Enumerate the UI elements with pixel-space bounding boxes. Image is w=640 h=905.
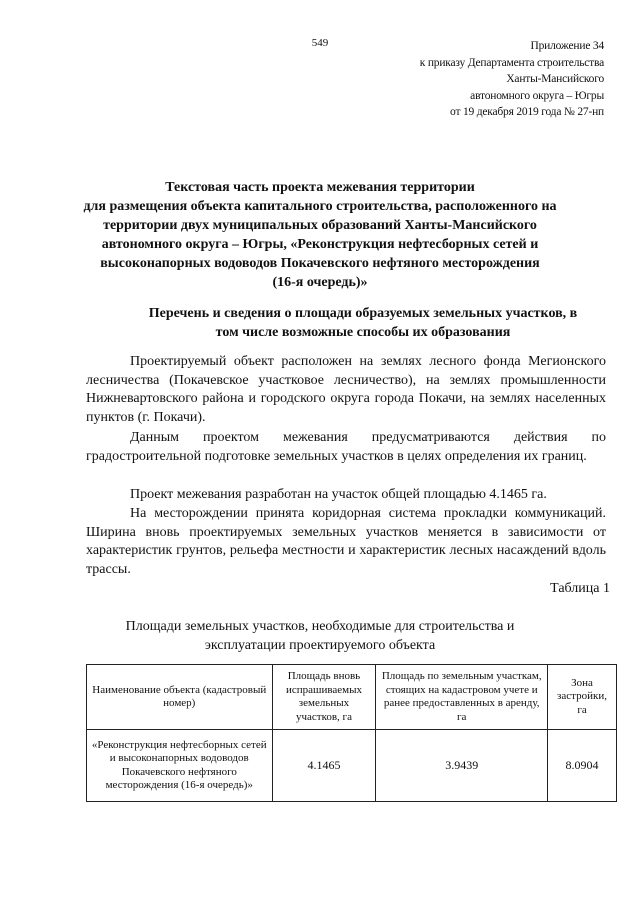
title-line: для размещения объекта капитального строительства, расположенного на	[83, 199, 557, 214]
header-building-zone: Зона застройки, га	[548, 665, 617, 730]
table-row	[87, 730, 617, 802]
appendix-line: автономного округа – Югры	[470, 89, 604, 102]
cell-new-area: 4.1465	[272, 730, 376, 802]
title-line: (16-я очередь)»	[272, 275, 368, 290]
appendix-header	[344, 38, 604, 121]
title-line: автономного округа – Югры, «Реконструкция нефтесборных сетей и	[101, 237, 539, 252]
paragraph-corridor: На месторождении принята коридорная система прокладки коммуникаций. Ширина вновь проектируемых земельных участков меняется в зависимости от характеристик грунтов, рельефа местности и характеристик лесных насаждений вдоль трассы.	[86, 506, 606, 578]
cell-object-name: «Реконструкция нефтесборных сетей и высоконапорных водоводов Покачевского нефтяного месторождения (16-я очередь)»	[87, 730, 273, 802]
subtitle-line: Перечень и сведения о площади образуемых земельных участков, в	[148, 306, 578, 321]
paragraph-actions: Данным проектом межевания предусматриваются действия по градостроительной подготовке земельных участков в целях определения их границ.	[86, 430, 606, 464]
page-number: 549	[311, 37, 329, 49]
header-object-name: Наименование объекта (кадастровый номер)	[87, 665, 273, 730]
appendix-line: Ханты-Мансийского	[506, 73, 604, 85]
caption-line: Площади земельных участков, необходимые для строительства и	[125, 619, 515, 634]
table-header-row	[87, 665, 617, 730]
header-new-area: Площадь вновь испрашиваемых земельных участков, га	[272, 665, 376, 730]
paragraph-area: Проект межевания разработан на участок общей площадью 4.1465 га.	[130, 487, 547, 502]
land-area-table	[86, 664, 617, 802]
caption-line: эксплуатации проектируемого объекта	[204, 637, 436, 653]
cell-building-zone: 8.0904	[548, 730, 617, 802]
subtitle-line: том числе возможные способы их образования	[215, 325, 511, 340]
table-label: Таблица 1	[550, 581, 610, 596]
document-title	[80, 178, 560, 292]
cell-registered-area: 3.9439	[376, 730, 548, 802]
title-line: Текстовая часть проекта межевания территории	[165, 180, 475, 195]
header-registered-area: Площадь по земельным участкам, стоящих на кадастровом учете и ранее предоставленных в аренду, га	[376, 665, 548, 730]
table-caption	[110, 618, 530, 655]
appendix-line: Приложение 34	[530, 40, 604, 52]
appendix-line: от 19 декабря 2019 года № 27-нп	[450, 106, 604, 118]
section-heading	[128, 304, 598, 342]
paragraph-location: Проектируемый объект расположен на землях лесного фонда Мегионского лесничества (Покачевское участковое лесничество), на землях промышленности Нижневартовского района и городского округа города Покачи, на землях населенных пунктов (г. Покачи).	[86, 354, 606, 426]
title-line: высоконапорных водоводов Покачевского нефтяного месторождения	[100, 256, 540, 271]
title-line: территории двух муниципальных образований Ханты-Мансийского	[103, 218, 537, 233]
appendix-line: к приказу Департамента строительства	[419, 56, 604, 69]
